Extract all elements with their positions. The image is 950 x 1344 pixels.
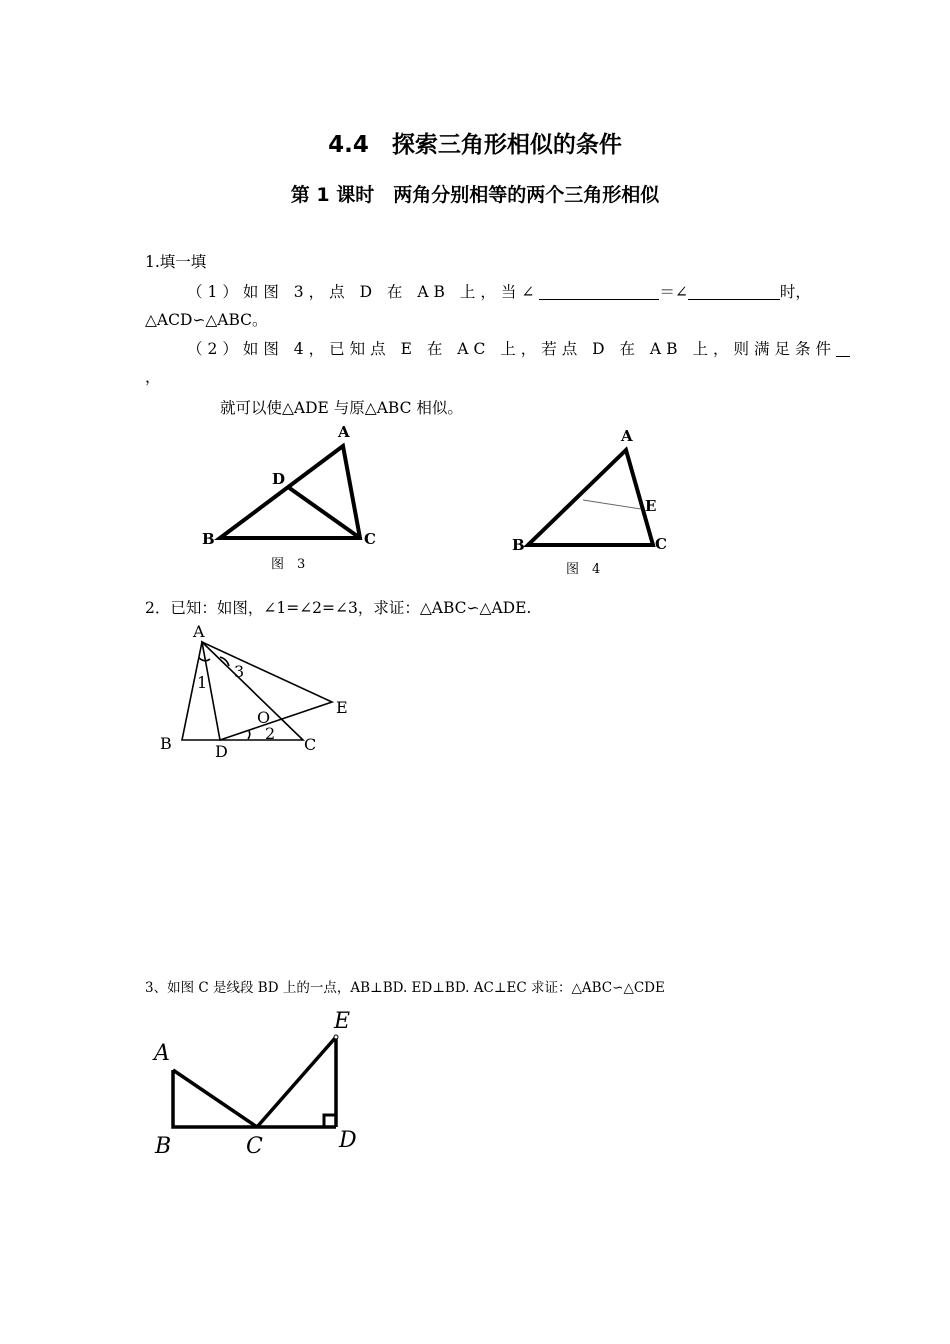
fig4-label-a: A [621,427,633,445]
q3-label-c: C [246,1134,263,1159]
fig3-label-b: B [202,530,215,548]
q1-part1-end: 时， [779,283,811,301]
q1-part1-eq: ＝∠ [659,283,688,301]
figure-3 [195,420,395,580]
figure-4 [508,425,688,585]
q3-right-angle-mark [324,1115,336,1127]
q2-label-d: D [215,742,228,761]
answer-blank-2[interactable] [688,283,780,300]
q2-label-e: E [336,698,348,717]
fig4-label-c: C [655,535,667,553]
q2-label-o: O [257,708,271,727]
q3-segment-ac [173,1070,257,1127]
q1-part1-text: （1）如图 3，点 D 在 AB 上，当∠ [187,283,540,301]
fig3-caption: 图 3 [271,557,306,572]
q3-segment-abd [173,1070,336,1127]
q2-label-c: C [304,735,317,754]
q1-heading: 1.填一填 [145,253,207,271]
fig4-triangle-abc [528,450,653,545]
q1-part1-conclusion: △ACD∽△ABC。 [145,311,268,329]
fig4-label-b: B [512,536,525,554]
q2-text: 2．已知：如图，∠1=∠2=∠3，求证：△ABC∽△ADE. [145,599,532,617]
q1-part2-text: （2）如图 4，已知点 E 在 AC 上，若点 D 在 AB 上，则满足条件 [187,340,836,358]
q3-label-a: A [154,1041,170,1066]
q2-angle-3-label: 3 [234,662,245,681]
q3-text: 3、如图 C 是线段 BD 上的一点，AB⊥BD. ED⊥BD. AC⊥EC 求证：△ABC∽△CDE [145,980,665,996]
q3-label-e: E [334,1009,351,1034]
q2-label-a: A [193,622,205,641]
fig4-label-e: E [645,497,657,515]
q2-label-b: B [160,734,172,753]
q1-part2-comma: ， [145,368,161,386]
fig3-segment-dc [288,487,360,538]
fig3-label-a: A [338,423,350,441]
fig4-caption: 图 4 [566,562,601,577]
answer-blank-3[interactable] [836,340,850,357]
q3-point-e [334,1035,338,1039]
q2-angle-2-arc [248,731,250,739]
fig3-label-c: C [364,530,376,548]
page-title: 4.4 探索三角形相似的条件 [328,132,622,158]
answer-blank-1[interactable] [539,283,659,300]
q2-angle-1-label: 1 [197,673,208,692]
q3-label-b: B [155,1134,172,1159]
lesson-subtitle: 第 1 课时 两角分别相等的两个三角形相似 [290,184,660,206]
fig4-segment-de [583,500,641,509]
q1-part1-line [187,280,811,302]
figure-q2 [150,618,370,768]
q1-part2-line [187,337,850,359]
q1-part2-conclusion: 就可以使△ADE 与原△ABC 相似。 [220,399,463,417]
figure-q3 [145,1005,385,1165]
q3-label-d: D [339,1128,357,1153]
q2-angle-2-label: 2 [265,724,276,743]
fig3-label-d: D [272,470,286,488]
